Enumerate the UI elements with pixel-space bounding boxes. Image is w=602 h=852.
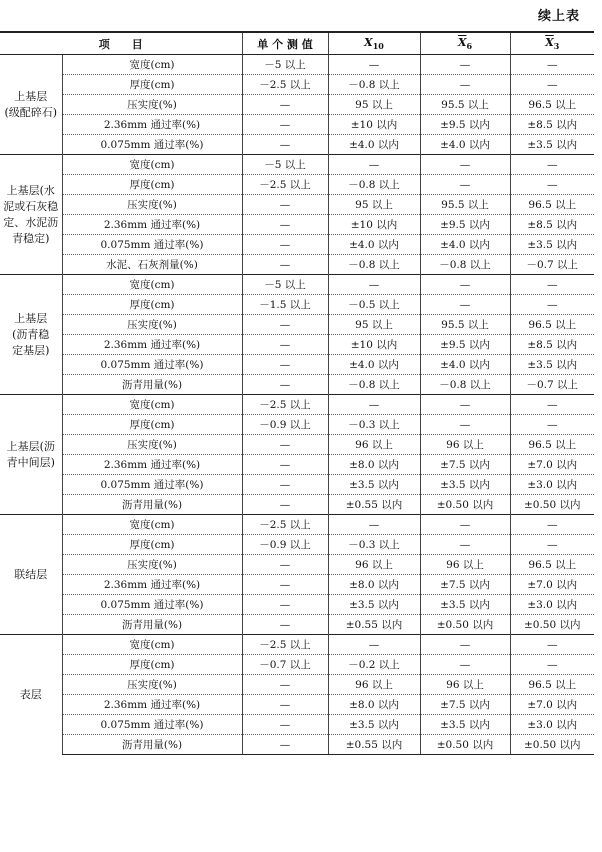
x6-cell: ±9.5 以内: [420, 335, 510, 355]
item-cell: 宽度(cm): [62, 275, 242, 295]
group-label: 联结层: [0, 515, 62, 635]
single-value-cell: —: [242, 315, 328, 335]
x6-cell: －0.8 以上: [420, 255, 510, 275]
x3-cell: —: [510, 535, 594, 555]
header-x6: [420, 32, 510, 55]
single-value-cell: —: [242, 695, 328, 715]
x6-cell: —: [420, 295, 510, 315]
x6-cell: ±0.50 以内: [420, 495, 510, 515]
x10-cell: －0.3 以上: [328, 415, 420, 435]
table-row: [0, 615, 594, 635]
table-row: [0, 375, 594, 395]
x10-cell: －0.2 以上: [328, 655, 420, 675]
x6-cell: ±7.5 以内: [420, 455, 510, 475]
table-row: [0, 115, 594, 135]
x3-cell: —: [510, 415, 594, 435]
x3-cell: ±0.50 以内: [510, 735, 594, 755]
x3-cell: －0.7 以上: [510, 375, 594, 395]
x10-cell: ±4.0 以内: [328, 355, 420, 375]
x6-cell: －0.8 以上: [420, 375, 510, 395]
x6-cell: —: [420, 395, 510, 415]
single-value-cell: —: [242, 95, 328, 115]
single-value-cell: —: [242, 715, 328, 735]
x6-cell: ±9.5 以内: [420, 115, 510, 135]
group-label: 上基层(水泥或石灰稳定、水泥沥青稳定): [0, 155, 62, 275]
single-value-cell: —: [242, 455, 328, 475]
x6-cell: ±3.5 以内: [420, 475, 510, 495]
x3-cell: ±3.5 以内: [510, 235, 594, 255]
table-row: [0, 535, 594, 555]
item-cell: 压实度(%): [62, 195, 242, 215]
x10-cell: ±8.0 以内: [328, 575, 420, 595]
x3-cell: 96.5 以上: [510, 435, 594, 455]
x3-cell: 96.5 以上: [510, 315, 594, 335]
item-cell: 2.36mm 通过率(%): [62, 575, 242, 595]
header-x3-sub: 3: [553, 41, 560, 52]
table-row: [0, 355, 594, 375]
single-value-cell: —: [242, 675, 328, 695]
x10-cell: 96 以上: [328, 555, 420, 575]
x6-cell: —: [420, 515, 510, 535]
table-row: [0, 215, 594, 235]
x10-cell: ±10 以内: [328, 115, 420, 135]
item-cell: 2.36mm 通过率(%): [62, 455, 242, 475]
single-value-cell: —: [242, 475, 328, 495]
table-row: [0, 515, 594, 535]
x6-cell: 95.5 以上: [420, 315, 510, 335]
single-value-cell: —: [242, 235, 328, 255]
x6-cell: ±3.5 以内: [420, 595, 510, 615]
single-value-cell: —: [242, 595, 328, 615]
table-row: [0, 155, 594, 175]
x10-cell: —: [328, 635, 420, 655]
x10-cell: ±3.5 以内: [328, 595, 420, 615]
item-cell: 厚度(cm): [62, 75, 242, 95]
header-item: 项 目: [0, 32, 242, 55]
single-value-cell: －5 以上: [242, 55, 328, 75]
x10-cell: ±4.0 以内: [328, 135, 420, 155]
x6-cell: —: [420, 535, 510, 555]
single-value-cell: －0.7 以上: [242, 655, 328, 675]
x6-cell: —: [420, 635, 510, 655]
single-value-cell: —: [242, 135, 328, 155]
single-value-cell: －5 以上: [242, 155, 328, 175]
table-row: [0, 735, 594, 755]
x10-cell: －0.8 以上: [328, 75, 420, 95]
x10-cell: －0.8 以上: [328, 255, 420, 275]
x10-cell: ±0.55 以内: [328, 615, 420, 635]
x3-cell: —: [510, 75, 594, 95]
item-cell: 沥青用量(%): [62, 375, 242, 395]
x3-cell: 96.5 以上: [510, 195, 594, 215]
x3-cell: ±7.0 以内: [510, 575, 594, 595]
x10-cell: 95 以上: [328, 315, 420, 335]
x6-cell: —: [420, 155, 510, 175]
single-value-cell: －2.5 以上: [242, 175, 328, 195]
table-row: [0, 295, 594, 315]
header-x10: [328, 32, 420, 55]
x3-cell: ±8.5 以内: [510, 215, 594, 235]
x3-cell: ±0.50 以内: [510, 495, 594, 515]
x10-cell: ±10 以内: [328, 335, 420, 355]
single-value-cell: —: [242, 255, 328, 275]
single-value-cell: －2.5 以上: [242, 515, 328, 535]
table-row: [0, 575, 594, 595]
x10-cell: —: [328, 55, 420, 75]
x3-cell: ±3.5 以内: [510, 355, 594, 375]
table-row: [0, 55, 594, 75]
table-row: [0, 415, 594, 435]
x10-cell: －0.8 以上: [328, 175, 420, 195]
continued-label: 续上表: [537, 9, 580, 24]
x3-cell: ±3.5 以内: [510, 135, 594, 155]
x3-cell: —: [510, 515, 594, 535]
spec-table: [0, 31, 594, 755]
header-single-value: 单 个 测 值: [242, 32, 328, 55]
item-cell: 2.36mm 通过率(%): [62, 695, 242, 715]
x10-cell: ±8.0 以内: [328, 695, 420, 715]
single-value-cell: —: [242, 215, 328, 235]
header-x10-symbol: X: [364, 35, 373, 49]
x10-cell: ±0.55 以内: [328, 735, 420, 755]
x3-cell: ±3.0 以内: [510, 475, 594, 495]
single-value-cell: —: [242, 335, 328, 355]
item-cell: 0.075mm 通过率(%): [62, 715, 242, 735]
table-row: [0, 455, 594, 475]
item-cell: 压实度(%): [62, 675, 242, 695]
table-row: [0, 275, 594, 295]
item-cell: 厚度(cm): [62, 175, 242, 195]
single-value-cell: －2.5 以上: [242, 75, 328, 95]
x3-cell: 96.5 以上: [510, 675, 594, 695]
x3-cell: —: [510, 635, 594, 655]
x10-cell: 95 以上: [328, 195, 420, 215]
x10-cell: —: [328, 275, 420, 295]
header-x3: [510, 32, 594, 55]
x3-cell: ±7.0 以内: [510, 695, 594, 715]
table-row: [0, 95, 594, 115]
x10-cell: —: [328, 395, 420, 415]
single-value-cell: －2.5 以上: [242, 635, 328, 655]
single-value-cell: —: [242, 375, 328, 395]
group-label: 表层: [0, 635, 62, 755]
x6-cell: ±4.0 以内: [420, 235, 510, 255]
item-cell: 沥青用量(%): [62, 735, 242, 755]
item-cell: 0.075mm 通过率(%): [62, 475, 242, 495]
item-cell: 水泥、石灰剂量(%): [62, 255, 242, 275]
x10-cell: ±3.5 以内: [328, 715, 420, 735]
x6-cell: —: [420, 175, 510, 195]
item-cell: 宽度(cm): [62, 155, 242, 175]
table-row: [0, 135, 594, 155]
x6-cell: —: [420, 275, 510, 295]
table-row: [0, 315, 594, 335]
x3-cell: －0.7 以上: [510, 255, 594, 275]
x6-cell: ±9.5 以内: [420, 215, 510, 235]
x10-cell: ±10 以内: [328, 215, 420, 235]
single-value-cell: —: [242, 355, 328, 375]
item-cell: 沥青用量(%): [62, 615, 242, 635]
table-row: [0, 555, 594, 575]
item-cell: 压实度(%): [62, 435, 242, 455]
table-row: [0, 715, 594, 735]
single-value-cell: —: [242, 615, 328, 635]
group-label: 上基层 (沥青稳 定基层): [0, 275, 62, 395]
x10-cell: －0.8 以上: [328, 375, 420, 395]
x10-cell: －0.5 以上: [328, 295, 420, 315]
x6-cell: —: [420, 75, 510, 95]
x6-cell: —: [420, 655, 510, 675]
x6-cell: 96 以上: [420, 675, 510, 695]
table-row: [0, 335, 594, 355]
table-row: [0, 635, 594, 655]
x3-cell: —: [510, 275, 594, 295]
table-body: [0, 55, 594, 755]
x10-cell: ±0.55 以内: [328, 495, 420, 515]
table-row: [0, 195, 594, 215]
x10-cell: ±4.0 以内: [328, 235, 420, 255]
x3-cell: —: [510, 55, 594, 75]
group-label: 上基层 (级配碎石): [0, 55, 62, 155]
item-cell: 厚度(cm): [62, 655, 242, 675]
table-row: [0, 655, 594, 675]
item-cell: 压实度(%): [62, 315, 242, 335]
item-cell: 宽度(cm): [62, 635, 242, 655]
x10-cell: －0.3 以上: [328, 535, 420, 555]
x3-cell: 96.5 以上: [510, 95, 594, 115]
table-row: [0, 75, 594, 95]
x3-cell: ±3.0 以内: [510, 595, 594, 615]
item-cell: 2.36mm 通过率(%): [62, 335, 242, 355]
header-x6-sub: 6: [466, 41, 473, 52]
item-cell: 压实度(%): [62, 95, 242, 115]
x3-cell: —: [510, 295, 594, 315]
x6-cell: ±3.5 以内: [420, 715, 510, 735]
item-cell: 宽度(cm): [62, 55, 242, 75]
table-header-row: [0, 32, 594, 55]
table-row: [0, 255, 594, 275]
x6-cell: ±4.0 以内: [420, 135, 510, 155]
item-cell: 沥青用量(%): [62, 495, 242, 515]
x10-cell: ±8.0 以内: [328, 455, 420, 475]
x6-cell: ±7.5 以内: [420, 695, 510, 715]
group-label: 上基层(沥青中间层): [0, 395, 62, 515]
x3-cell: —: [510, 155, 594, 175]
single-value-cell: －2.5 以上: [242, 395, 328, 415]
item-cell: 宽度(cm): [62, 515, 242, 535]
x10-cell: 96 以上: [328, 435, 420, 455]
item-cell: 2.36mm 通过率(%): [62, 215, 242, 235]
x3-cell: ±7.0 以内: [510, 455, 594, 475]
x3-cell: ±8.5 以内: [510, 335, 594, 355]
single-value-cell: —: [242, 555, 328, 575]
header-x10-sub: 10: [372, 41, 384, 52]
x10-cell: ±3.5 以内: [328, 475, 420, 495]
item-cell: 厚度(cm): [62, 415, 242, 435]
table-row: [0, 235, 594, 255]
table-row: [0, 435, 594, 455]
table-row: [0, 395, 594, 415]
x6-cell: 96 以上: [420, 555, 510, 575]
table-row: [0, 595, 594, 615]
x6-cell: —: [420, 55, 510, 75]
x10-cell: —: [328, 155, 420, 175]
x6-cell: 96 以上: [420, 435, 510, 455]
table-row: [0, 675, 594, 695]
header-x6-symbol: $\overline{X}$: [457, 35, 467, 49]
x3-cell: 96.5 以上: [510, 555, 594, 575]
x3-cell: ±3.0 以内: [510, 715, 594, 735]
item-cell: 0.075mm 通过率(%): [62, 595, 242, 615]
single-value-cell: —: [242, 435, 328, 455]
item-cell: 2.36mm 通过率(%): [62, 115, 242, 135]
single-value-cell: —: [242, 735, 328, 755]
single-value-cell: －5 以上: [242, 275, 328, 295]
item-cell: 0.075mm 通过率(%): [62, 235, 242, 255]
single-value-cell: —: [242, 195, 328, 215]
item-cell: 宽度(cm): [62, 395, 242, 415]
single-value-cell: —: [242, 495, 328, 515]
table-row: [0, 695, 594, 715]
x6-cell: ±4.0 以内: [420, 355, 510, 375]
x10-cell: 96 以上: [328, 675, 420, 695]
item-cell: 厚度(cm): [62, 295, 242, 315]
x6-cell: ±0.50 以内: [420, 735, 510, 755]
header-x3-symbol: $\overline{X}$: [545, 35, 554, 49]
x3-cell: —: [510, 175, 594, 195]
single-value-cell: －1.5 以上: [242, 295, 328, 315]
x6-cell: 95.5 以上: [420, 95, 510, 115]
x6-cell: ±7.5 以内: [420, 575, 510, 595]
x6-cell: —: [420, 415, 510, 435]
x6-cell: ±0.50 以内: [420, 615, 510, 635]
single-value-cell: －0.9 以上: [242, 535, 328, 555]
item-cell: 厚度(cm): [62, 535, 242, 555]
table-row: [0, 475, 594, 495]
x3-cell: —: [510, 395, 594, 415]
table-row: [0, 175, 594, 195]
item-cell: 0.075mm 通过率(%): [62, 135, 242, 155]
x3-cell: ±0.50 以内: [510, 615, 594, 635]
table-row: [0, 495, 594, 515]
x3-cell: —: [510, 655, 594, 675]
item-cell: 压实度(%): [62, 555, 242, 575]
x10-cell: 95 以上: [328, 95, 420, 115]
item-cell: 0.075mm 通过率(%): [62, 355, 242, 375]
x10-cell: —: [328, 515, 420, 535]
single-value-cell: —: [242, 575, 328, 595]
x3-cell: ±8.5 以内: [510, 115, 594, 135]
single-value-cell: —: [242, 115, 328, 135]
single-value-cell: －0.9 以上: [242, 415, 328, 435]
x6-cell: 95.5 以上: [420, 195, 510, 215]
